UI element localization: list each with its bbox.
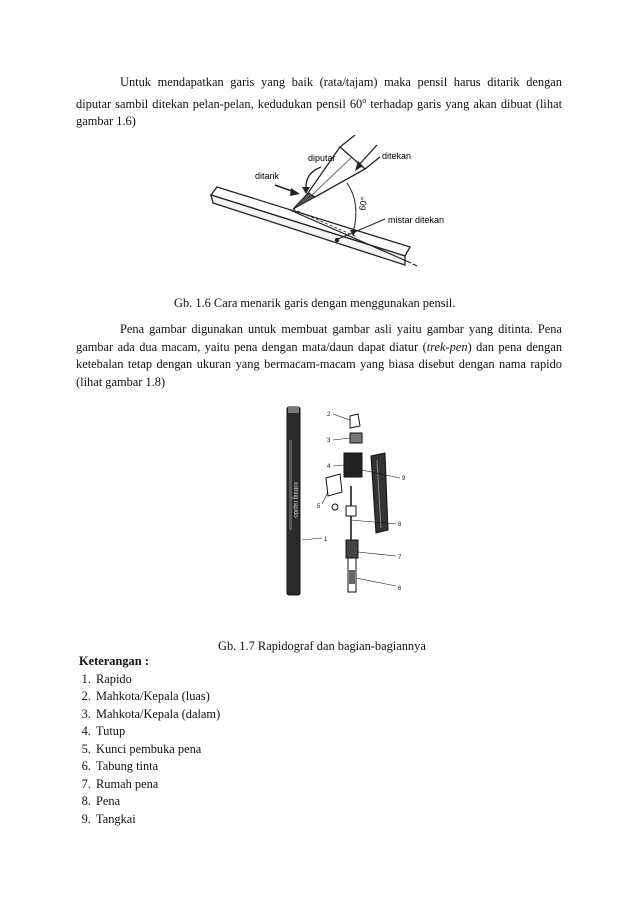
- part-number-1: 1: [324, 537, 328, 543]
- label-mistar: mistar ditekan: [388, 215, 445, 225]
- pen-nib: [346, 486, 358, 592]
- pena-text: Pena gambar digunakan untuk membuat gambar asli yaitu gambar yang ditinta. Pena gambar ada dua macam, yaitu pena dengan mata/daun dapat diatur (: [76, 322, 562, 354]
- list-item: 7. Rumah pena: [94, 776, 220, 794]
- part-number-9: 9: [402, 476, 406, 482]
- list-item: 9. Tangkai: [94, 811, 220, 829]
- pencil-drawing-figure: [205, 135, 465, 270]
- pena-text-end: ) dan pena dengan ketebalan tetap dengan ukuran yang bermacam-macam yang biasa disebut dengan nama rapido (lihat gambar 1.8): [76, 339, 563, 389]
- intro-text: Untuk mendapatkan garis yang baik (rata/tajam) maka pensil harus ditarik dengan diputar sambil ditekan pelan-pelan, kedudukan pensil 60: [76, 75, 562, 111]
- figure-caption-1-6: Gb. 1.6 Cara menarik garis dengan menggunakan pensil.: [174, 296, 456, 310]
- label-ditekan: ditekan: [382, 151, 412, 161]
- parts-list: [76, 671, 220, 829]
- notes-title: Keterangan :: [79, 654, 149, 668]
- pen-brand-text: rotring rapido: [292, 482, 298, 518]
- trek-pen-term: trek-pen: [426, 339, 468, 354]
- part-number-7: 7: [398, 555, 402, 561]
- opener-key: [326, 474, 342, 496]
- part-number-2: 2: [327, 412, 331, 418]
- list-item: 6. Tabung tinta: [94, 758, 220, 776]
- list-item: 5. Kunci pembuka pena: [94, 741, 220, 759]
- list-item: 3. Mahkota/Kepala (dalam): [94, 706, 220, 724]
- rapidograph-figure: [278, 400, 420, 602]
- rapido-pen: [287, 407, 300, 595]
- list-item: 4. Tutup: [94, 723, 220, 741]
- list-item: 2. Mahkota/Kepala (luas): [94, 688, 220, 706]
- list-item: 1. Rapido: [94, 671, 220, 689]
- figure-caption-1-7: Gb. 1.7 Rapidograf dan bagian-bagiannya: [218, 639, 426, 653]
- intro-text-end: terhadap garis yang akan dibuat (lihat gambar 1.6): [76, 96, 563, 129]
- part-number-8: 8: [398, 522, 402, 528]
- pena-paragraph: [76, 321, 562, 391]
- degree-superscript: o: [362, 95, 367, 105]
- label-diputar: diputar: [308, 153, 336, 163]
- label-angle: 60°: [357, 196, 370, 212]
- part-number-4: 4: [327, 464, 331, 470]
- crown-pieces: [350, 414, 362, 443]
- part-number-6: 6: [398, 586, 402, 592]
- pen-cap: [371, 453, 388, 533]
- part-number-3: 3: [327, 438, 331, 444]
- label-ditarik: ditarik: [255, 171, 280, 181]
- list-item: 8. Pena: [94, 793, 220, 811]
- intro-paragraph: [76, 74, 562, 131]
- ink-tube: [344, 453, 362, 477]
- legend-notes: [76, 653, 220, 828]
- part-number-5: 5: [317, 504, 321, 510]
